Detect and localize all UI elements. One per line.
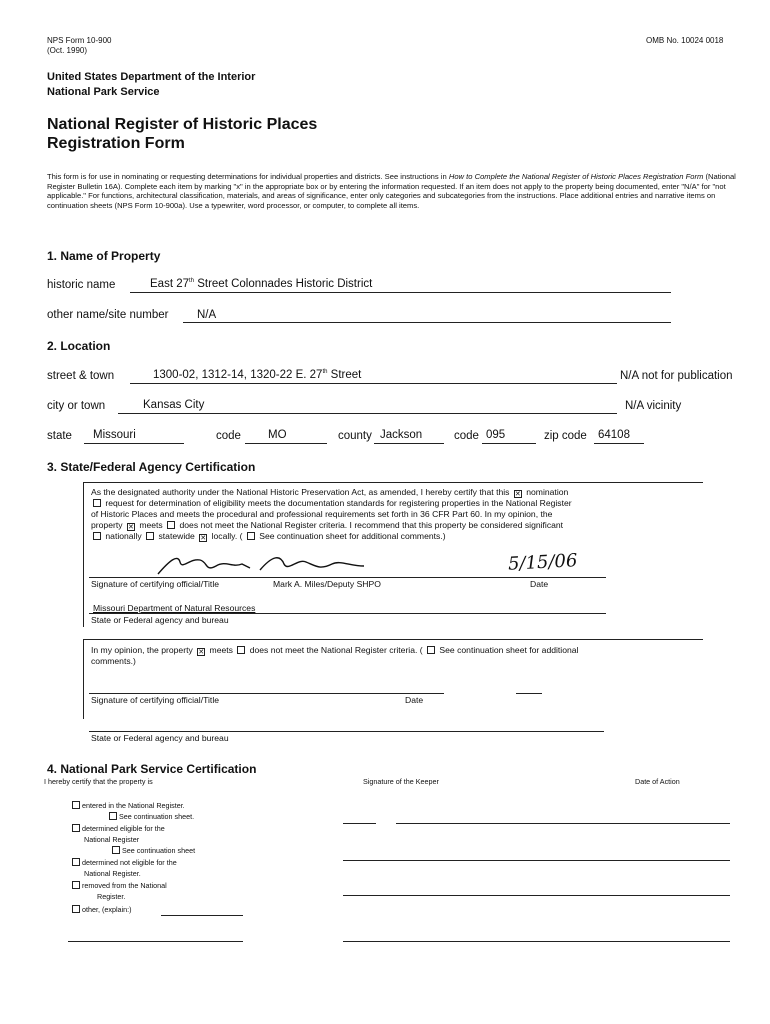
nomination-checkbox[interactable] — [514, 490, 522, 498]
section1-heading: 1. Name of Property — [47, 249, 161, 263]
locally-checkbox[interactable] — [199, 534, 207, 542]
agency-line — [89, 613, 606, 614]
page-title: National Register of Historic Places — [47, 116, 318, 133]
date2-line — [516, 693, 542, 694]
cert-box-left — [83, 482, 84, 627]
other-name-label: other name/site number — [47, 309, 169, 321]
removed-checkbox[interactable] — [72, 881, 80, 889]
county-value[interactable]: Jackson — [380, 429, 423, 441]
see-continuation-1-checkbox[interactable] — [109, 812, 117, 820]
signature-label: Signature of certifying official/Title — [91, 579, 220, 589]
see-continuation-2: See continuation sheet — [110, 846, 195, 855]
city-underline — [118, 413, 617, 414]
agency-label: State or Federal agency and bureau — [91, 615, 229, 625]
department-name: United States Department of the Interior — [47, 71, 256, 83]
code-label: code — [216, 430, 241, 442]
city-label: city or town — [47, 400, 106, 412]
agency-value[interactable]: Missouri Department of Natural Resources — [93, 603, 256, 613]
agency2-line — [89, 731, 604, 732]
determined-not-eligible-item: determined not eligible for the — [70, 858, 177, 867]
request-checkbox[interactable] — [93, 499, 101, 507]
section3-heading: 3. State/Federal Agency Certification — [47, 460, 256, 474]
date-label: Date — [530, 579, 549, 589]
determined-eligible-line2: National Register — [84, 835, 140, 844]
section4-heading: 4. National Park Service Certification — [47, 762, 257, 776]
street-label: street & town — [47, 370, 115, 382]
other-checkbox[interactable] — [72, 905, 80, 913]
street-underline — [130, 383, 617, 384]
keeper-line-1a — [343, 823, 376, 824]
date-of-action-label: Date of Action — [635, 777, 680, 786]
historic-name-underline — [130, 292, 671, 293]
keeper-line-3[interactable] — [343, 895, 730, 896]
keeper-line-4[interactable] — [343, 941, 730, 942]
opinion-box-left — [83, 639, 84, 719]
determined-not-eligible-checkbox[interactable] — [72, 858, 80, 866]
cert-box-top — [83, 482, 703, 483]
street-value[interactable]: 1300-02, 1312-14, 1320-22 E. 27th Street — [153, 369, 362, 381]
opinion-continuation-checkbox[interactable] — [427, 646, 435, 654]
handwritten-signature — [150, 550, 380, 580]
certify-text: I hereby certify that the property is — [44, 777, 153, 786]
other-explain-line[interactable] — [161, 915, 243, 916]
opinion-meets-checkbox[interactable] — [197, 648, 205, 656]
agency2-label: State or Federal agency and bureau — [91, 733, 229, 743]
not-for-publication[interactable]: N/A not for publication — [620, 370, 733, 382]
cert-text-line4: property ✕ meets does not meet the National Register criteria. I recommend that this property be considered significant — [91, 520, 563, 531]
county-code-value[interactable]: 095 — [486, 429, 506, 441]
vicinity[interactable]: N/A vicinity — [625, 400, 682, 412]
signature-line — [89, 577, 606, 578]
opinion-does-not-meet-checkbox[interactable] — [237, 646, 245, 654]
signature2-line — [89, 693, 444, 694]
determined-eligible-item: determined eligible for the — [70, 824, 165, 833]
omb-number: OMB No. 10024 0018 — [646, 36, 724, 45]
other-name-underline — [183, 322, 671, 323]
code-value[interactable]: MO — [268, 429, 287, 441]
determined-not-eligible-line2: National Register. — [84, 869, 141, 878]
meets-checkbox[interactable] — [127, 523, 135, 531]
state-value[interactable]: Missouri — [93, 429, 136, 441]
other-item: other, (explain:) — [70, 905, 132, 914]
county-code-label: code — [454, 430, 479, 442]
other-name-value[interactable]: N/A — [197, 309, 217, 321]
bottom-left-line — [68, 941, 243, 942]
zip-label: zip code — [544, 430, 587, 442]
entered-checkbox[interactable] — [72, 801, 80, 809]
cert-text-line1: As the designated authority under the National Historic Preservation Act, as amended, I hereby certify that this ✕ nomination — [91, 487, 568, 498]
keeper-line-2[interactable] — [343, 860, 730, 861]
opinion-comments: comments.) — [91, 656, 136, 666]
does-not-meet-checkbox[interactable] — [167, 521, 175, 529]
service-name: National Park Service — [47, 86, 160, 98]
intro-paragraph: This form is for use in nominating or requesting determinations for individual properties and districts. See instructions in How to Complete the National Register of Historic Places Registration Form (National Register Bulletin 16A). Complete each item by marking "x" in the appropriate box or by entering the information requested. If an item does not apply to the property being documented, enter "N/A" for "not applicable." For functions, architectural classification, materials, and areas of significance, enter only categories and subcategories from the instructions. Place additional entries and narrative items on continuation sheets (NPS Form 10-900a). Use a typewriter, word processor, or computer, to complete all items. — [47, 172, 736, 210]
historic-name-label: historic name — [47, 279, 116, 291]
page-subtitle: Registration Form — [47, 135, 185, 152]
county-underline — [374, 443, 444, 444]
signature2-label: Signature of certifying official/Title — [91, 695, 220, 705]
county-code-underline — [482, 443, 536, 444]
handwritten-date: 5/15/06 — [507, 550, 578, 575]
city-value[interactable]: Kansas City — [143, 399, 205, 411]
cert-text-line3: of Historic Places and meets the procedural and professional requirements set forth in 36 CFR Part 60. In my opinion, the — [91, 509, 553, 519]
state-underline — [84, 443, 184, 444]
keeper-label: Signature of the Keeper — [363, 777, 439, 786]
form-number: NPS Form 10-900 — [47, 36, 112, 45]
see-continuation-1: See continuation sheet. — [107, 812, 194, 821]
historic-name-value[interactable]: East 27th Street Colonnades Historic District — [150, 278, 373, 290]
cert-text-line2: request for determination of eligibility meets the documentation standards for registering properties in the National Register — [91, 498, 572, 508]
determined-eligible-checkbox[interactable] — [72, 824, 80, 832]
zip-underline — [594, 443, 644, 444]
continuation-checkbox[interactable] — [247, 532, 255, 540]
keeper-line-1b[interactable] — [396, 823, 730, 824]
entered-item: entered in the National Register. — [70, 801, 185, 810]
opinion-text: In my opinion, the property ✕ meets does not meet the National Register criteria. ( See continuation sheet for additional — [91, 645, 578, 656]
statewide-checkbox[interactable] — [146, 532, 154, 540]
removed-line2: Register. — [97, 892, 126, 901]
cert-text-line5: nationally statewide ✕ locally. ( See continuation sheet for additional comments.) — [91, 531, 446, 542]
date2-label: Date — [405, 695, 424, 705]
code-underline — [245, 443, 327, 444]
removed-item: removed from the National — [70, 881, 167, 890]
see-continuation-2-checkbox[interactable] — [112, 846, 120, 854]
form-date: (Oct. 1990) — [47, 46, 88, 55]
section2-heading: 2. Location — [47, 339, 111, 353]
opinion-box-top — [83, 639, 703, 640]
zip-value[interactable]: 64108 — [598, 429, 630, 441]
county-label: county — [338, 430, 372, 442]
nationally-checkbox[interactable] — [93, 532, 101, 540]
signatory-name: Mark A. Miles/Deputy SHPO — [273, 579, 381, 589]
state-label: state — [47, 430, 72, 442]
